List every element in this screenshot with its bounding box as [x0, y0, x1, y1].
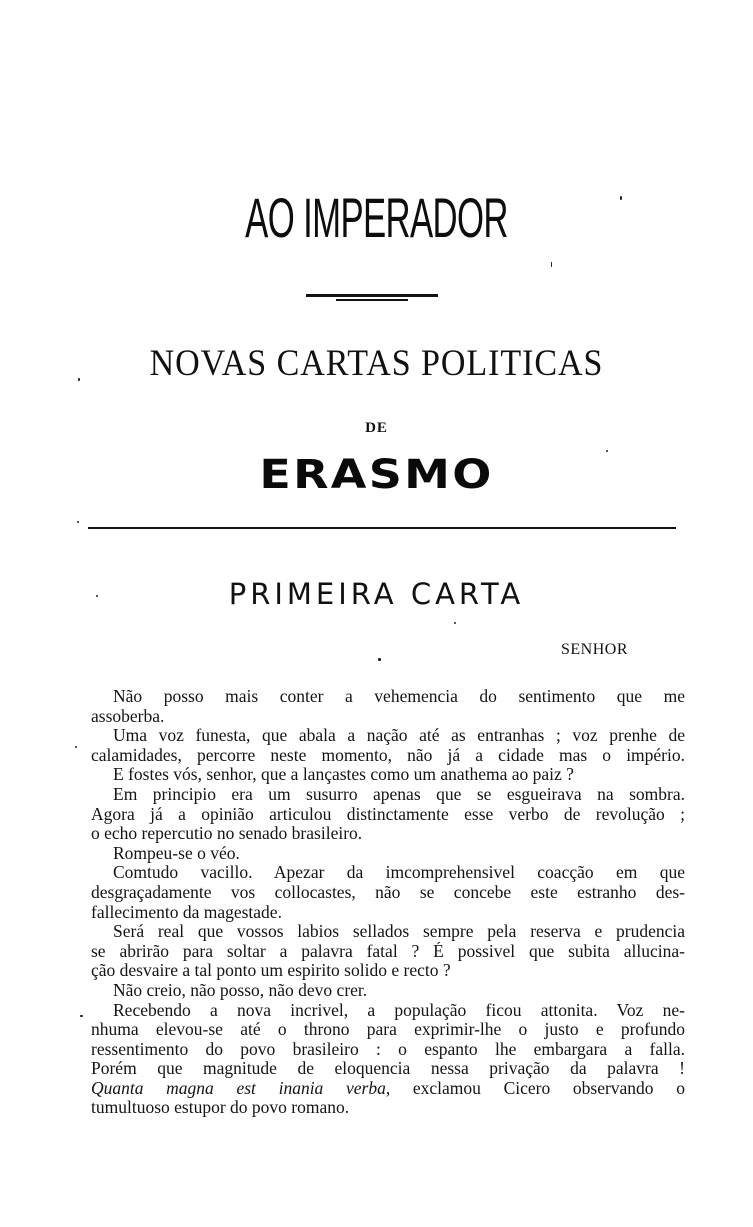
text-line: calamidades, percorre neste momento, não já a cidade mas o império. [91, 745, 685, 765]
text-line: assoberba. [91, 706, 165, 726]
text-line: fallecimento da magestade. [91, 902, 282, 922]
print-speck [606, 450, 608, 452]
print-speck [77, 521, 79, 523]
text-line: se abrirão para soltar a palavra fatal ? É possivel que subita allucina- [91, 941, 685, 961]
text-line: Recebendo a nova incrivel, a população ficou attonita. Voz ne- [113, 1000, 685, 1020]
text-line: Rompeu-se o véo. [113, 843, 240, 863]
print-speck [78, 378, 80, 381]
text-line-with-quote [91, 1079, 685, 1099]
text-line: Uma voz funesta, que abala a nação até as entranhas ; voz prenhe de [113, 726, 685, 746]
text-line: tumultuoso estupor do povo romano. [91, 1098, 350, 1118]
text-line: Não creio, não posso, não devo crer. [113, 980, 368, 1000]
letter-title: PRIMEIRA CARTA [228, 577, 525, 611]
text-line: Será real que vossos labios sellados sempre pela reserva e prudencia [113, 922, 685, 942]
text-line: Não posso mais conter a vehemencia do sentimento que me [113, 687, 685, 706]
text-line: Em principio era um susurro apenas que se esgueirava na sombra. [113, 784, 685, 804]
text-line: desgraçadamente vos collocastes, não se concebe este estranho des- [91, 882, 685, 902]
print-speck [80, 1015, 83, 1017]
author-name: ERASMO [259, 452, 494, 498]
latin-quote: Quanta magna est inania verba, [91, 1078, 391, 1098]
text-line: Porém que magnitude de eloquencia nessa privação da palavra ! [91, 1059, 685, 1079]
print-speck [551, 262, 552, 267]
text-line: E fostes vós, senhor, que a lançastes como um anathema ao paiz ? [113, 765, 574, 785]
letter-body [91, 687, 685, 1118]
author-preposition: DE [365, 420, 388, 436]
text-line: Agora já a opinião articulou distinctamente esse verbo de revolução ; [91, 804, 685, 824]
salutation: SENHOR [561, 641, 629, 658]
main-title: AO IMPERADOR [245, 186, 508, 249]
subtitle: NOVAS CARTAS POLITICAS [149, 343, 604, 384]
text-line: ressentimento do povo brasileiro : o espanto lhe embargara a falla. [91, 1039, 685, 1059]
print-speck [378, 658, 381, 661]
text-line: ção desvaire a tal ponto um espirito solido e recto ? [91, 961, 451, 981]
decorative-rule-long [88, 527, 676, 529]
text-line: Comtudo vacillo. Apezar da imcomprehensivel coacção em que [113, 863, 685, 883]
text-line: nhuma elevou-se até o throno para exprimir-lhe o justo e profundo [91, 1020, 685, 1040]
print-speck [96, 595, 98, 597]
text-line: o echo repercutio no senado brasileiro. [91, 824, 363, 844]
text-fragment: exclamou Cicero observando o [412, 1078, 685, 1098]
decorative-rule-short [306, 294, 438, 297]
print-speck [454, 622, 456, 624]
print-speck [75, 746, 77, 748]
print-speck [620, 196, 622, 200]
